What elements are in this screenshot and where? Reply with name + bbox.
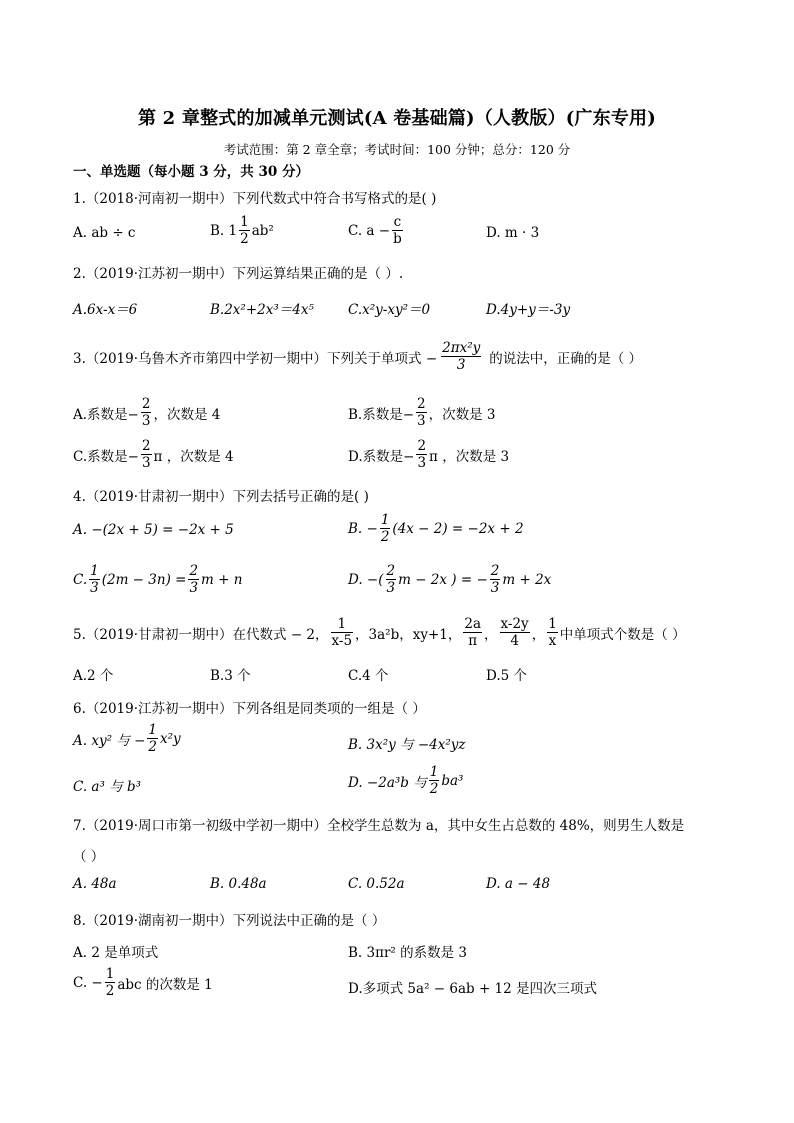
- q8-option-a: A. 2 是单项式: [73, 945, 159, 961]
- q3-a-fraction: [141, 396, 152, 429]
- q5-f1-num: 1: [331, 616, 354, 633]
- question-2-stem: 2.（2019·江苏初一期中）下列运算结果正确的是（ ）.: [73, 266, 404, 282]
- q3-a-post: ，次数是 4: [153, 406, 221, 423]
- question-3-stem: [73, 340, 642, 373]
- q6-option-d: [348, 764, 463, 797]
- q5-fraction-4: [547, 616, 558, 649]
- q2-option-c: C.x²y-xy²＝0: [348, 302, 431, 318]
- q2-option-d: D.4y+y＝-3y: [486, 302, 571, 318]
- q6-d-pre: D. −2a³b 与: [348, 774, 427, 791]
- q1-option-c: [348, 214, 405, 247]
- q3-b-den: 3: [417, 413, 426, 429]
- q4-option-b: [348, 512, 524, 545]
- q5-f2-num: 2a: [464, 616, 482, 632]
- q5-f4-num: 1: [548, 616, 557, 632]
- question-5-stem: [73, 616, 686, 649]
- q4-b-den: 2: [380, 529, 390, 545]
- q4-d-den2: 3: [490, 580, 500, 596]
- q5-option-b: B.3 个: [210, 668, 251, 684]
- q4-d-fraction-2: [490, 563, 501, 596]
- q4-d-pre: D. −(: [348, 571, 384, 588]
- q3-a-pre: A.系数是−: [73, 406, 139, 423]
- q3-d-den: 3: [417, 455, 427, 471]
- q3-stem-post: 的说法中，正确的是（ ）: [489, 350, 643, 367]
- q4-c-post: m + n: [201, 571, 243, 588]
- q3-d-num: 2: [417, 438, 427, 454]
- q7-option-d: D. a − 48: [486, 876, 551, 892]
- q3-stem-den: 3: [456, 357, 466, 373]
- question-1-stem: 1.（2018·河南初一期中）下列代数式中符合书写格式的是( ): [73, 191, 437, 207]
- q5-sep-2: ，: [531, 626, 546, 643]
- q5-option-a: A.2 个: [73, 668, 114, 684]
- q3-option-c: [73, 438, 234, 471]
- q4-b-num: 1: [380, 512, 390, 528]
- q4-c-den: 3: [90, 580, 99, 596]
- q7-option-a: A. 48a: [73, 876, 117, 892]
- question-8-stem: 8.（2019·湖南初一期中）下列说法中正确的是（ ）: [73, 913, 386, 929]
- q8-c-den: 2: [105, 983, 115, 999]
- q1-option-b: [210, 214, 274, 247]
- q1-b-fraction: [239, 214, 250, 247]
- question-6-stem: 6.（2019·江苏初一期中）下列各组是同类项的一组是（ ）: [73, 701, 426, 717]
- q8-option-b: B. 3πr² 的系数是 3: [348, 945, 468, 961]
- q5-f2-den: π: [468, 633, 478, 649]
- q3-c-fraction: [141, 438, 152, 471]
- q6-a-pre: A. xy² 与 −: [73, 732, 146, 749]
- q6-d-post: ba³: [441, 772, 464, 789]
- q1-b-den: 2: [240, 231, 249, 247]
- q6-option-c: C. a³ 与 b³: [73, 779, 142, 795]
- q5-f3-num: x-2y: [500, 616, 529, 632]
- q4-d-post: m + 2x: [502, 571, 552, 588]
- q3-c-num: 2: [141, 438, 151, 454]
- q8-c-pre: C. −: [73, 974, 103, 991]
- q3-monomial-fraction: [441, 340, 481, 373]
- q1-c-den: b: [393, 231, 402, 247]
- q3-a-num: 2: [141, 396, 151, 412]
- q4-b-pre: B. −: [348, 520, 378, 537]
- q4-c-den2: 3: [189, 580, 199, 596]
- q3-stem-num: 2πx²y: [442, 340, 481, 356]
- q6-a-num: 1: [148, 722, 157, 738]
- q4-d-num2: 2: [490, 563, 500, 579]
- q6-a-den: 2: [148, 739, 157, 755]
- q6-d-fraction: [429, 764, 440, 797]
- q3-d-fraction: [416, 438, 427, 471]
- q4-c-mid: (2m − 3n) =: [101, 571, 187, 588]
- q4-b-post: (4x − 2) = −2x + 2: [392, 520, 524, 537]
- q5-fraction-2: [463, 616, 482, 649]
- q5-f4-den: x: [548, 633, 557, 649]
- q6-a-fraction: [147, 722, 158, 755]
- q5-f1-den: x-5: [331, 633, 353, 649]
- q6-d-num: 1: [429, 764, 439, 780]
- q4-c-fraction-2: [188, 563, 199, 596]
- q3-option-a: [73, 396, 220, 429]
- section-heading: 一、单选题（每小题 3 分，共 30 分）: [73, 164, 309, 180]
- q3-b-fraction: [416, 396, 427, 429]
- q3-c-pre: C.系数是−: [73, 448, 139, 465]
- q4-d-mid: m − 2x ) = −: [398, 571, 488, 588]
- q6-a-post: x²y: [159, 730, 181, 747]
- q3-option-d: [348, 438, 509, 471]
- q7-option-c: C. 0.52a: [348, 876, 405, 892]
- question-7-stem: 7.（2019·周口市第一初级中学初一期中）全校学生总数为 a，其中女生占总数的 48%，则男生人数是: [73, 818, 685, 834]
- q6-option-b: B. 3x²y 与 −4x²yz: [348, 737, 466, 753]
- q4-d-fraction-1: [386, 563, 397, 596]
- question-4-stem: 4.（2019·甘肃初一期中）下列去括号正确的是( ): [73, 489, 369, 505]
- q4-c-pre: C.: [73, 571, 88, 588]
- q8-c-post: abc 的次数是 1: [117, 976, 213, 993]
- q4-c-fraction-1: [89, 563, 100, 596]
- q3-b-pre: B.系数是−: [348, 406, 415, 423]
- q8-option-d: D.多项式 5a² − 6ab + 12 是四次三项式: [348, 981, 598, 997]
- q1-c-pre: C. a −: [348, 222, 391, 239]
- q4-c-num: 1: [90, 563, 99, 579]
- q5-fraction-3: [500, 616, 530, 649]
- q2-option-a: A.6x-x＝6: [73, 302, 138, 318]
- q6-option-a: [73, 722, 181, 755]
- q1-b-expr: B. 1 $\frac{1}{2}$ ab²: [210, 214, 274, 247]
- q1-option-d: D. m · 3: [486, 225, 540, 241]
- q1-b-post: ab²: [251, 222, 274, 239]
- exam-info: 考试范围：第 2 章全章；考试时间：100 分钟；总分：120 分: [223, 142, 571, 157]
- q5-sep-1: ，: [484, 626, 498, 643]
- q3-c-post: π ，次数是 4: [153, 448, 234, 465]
- q5-fraction-1: [331, 616, 354, 649]
- q3-option-b: [348, 396, 496, 429]
- q4-d-num: 2: [386, 563, 396, 579]
- q4-option-d: [348, 563, 551, 596]
- q3-stem-pre: 3.（2019·乌鲁木齐市第四中学初一期中）下列关于单项式 −: [73, 350, 438, 367]
- page-title: 第 2 章整式的加减单元测试(A 卷基础篇)（人教版）(广东专用): [138, 108, 656, 129]
- q4-option-c: [73, 563, 242, 596]
- q5-stem-pre: 5.（2019·甘肃初一期中）在代数式 − 2，: [73, 626, 329, 643]
- question-7-stem-cont: （ ）: [73, 849, 105, 865]
- q3-c-den: 3: [141, 455, 151, 471]
- q3-b-num: 2: [417, 396, 426, 412]
- q1-c-num: c: [393, 214, 402, 230]
- q5-option-d: D.5 个: [486, 668, 528, 684]
- q5-f3-den: 4: [510, 633, 519, 649]
- q3-a-den: 3: [141, 413, 151, 429]
- q4-c-num2: 2: [189, 563, 199, 579]
- q4-option-a: A. −(2x + 5) = −2x + 5: [73, 522, 234, 538]
- q1-c-fraction: [392, 214, 403, 247]
- q4-b-fraction: [380, 512, 391, 545]
- q6-d-den: 2: [429, 781, 439, 797]
- q1-option-a: A. ab ÷ c: [73, 225, 136, 241]
- q3-d-post: π ，次数是 3: [429, 448, 510, 465]
- q8-option-c: [73, 966, 213, 999]
- q3-b-post: ，次数是 3: [428, 406, 496, 423]
- q5-mid1: ，3a²b，xy+1，: [355, 626, 462, 643]
- q4-d-den: 3: [386, 580, 396, 596]
- q5-option-c: C.4 个: [348, 668, 389, 684]
- q1-b-num: 1: [240, 214, 249, 230]
- q8-c-fraction: [105, 966, 116, 999]
- q5-stem-post: 中单项式个数是（ ）: [559, 626, 686, 643]
- q2-option-b: B.2x²+2x³＝4x⁵: [210, 302, 314, 318]
- q7-option-b: B. 0.48a: [210, 876, 267, 892]
- q3-d-pre: D.系数是−: [348, 448, 415, 465]
- q8-c-num: 1: [105, 966, 115, 982]
